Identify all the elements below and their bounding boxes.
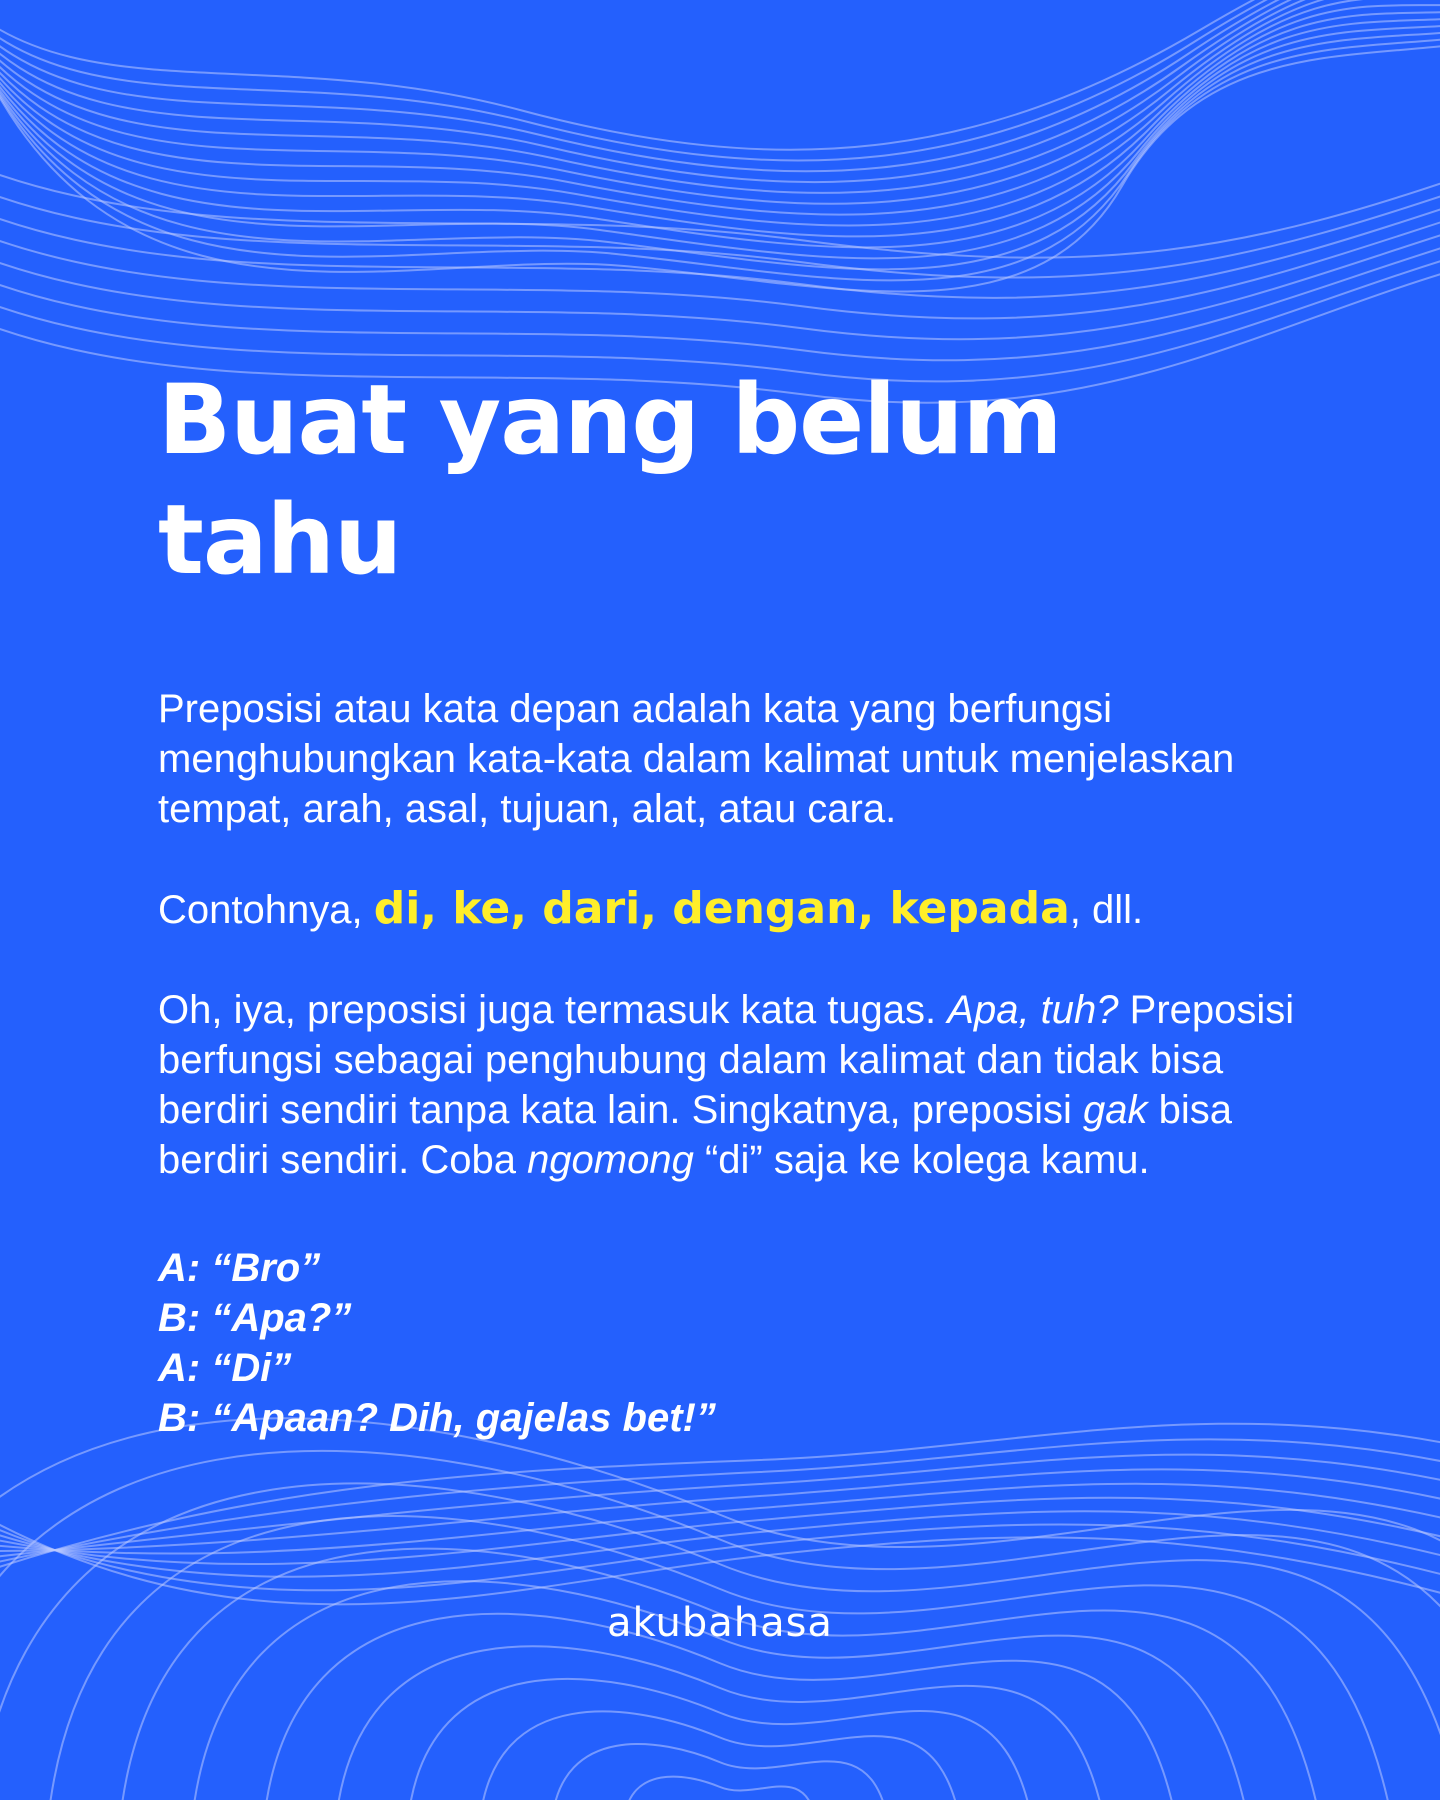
examples-paragraph <box>158 884 1308 935</box>
dialog-line: B: “Apaan? Dih, gajelas bet!” <box>158 1396 716 1440</box>
wave-line <box>336 1646 1104 1800</box>
wave-line <box>48 1516 1392 1800</box>
note-text-2: Preposisi berfungsi sebagai penghubung dalam kalimat dan tidak bisa berdiri sendiri tanpa kata lain. Singkatnya, preposisi <box>158 988 1295 1132</box>
wave-line <box>0 160 1440 258</box>
brand-name: akubahasa <box>607 1600 833 1646</box>
examples-suffix: , dll. <box>1069 888 1144 932</box>
top-wave-lines <box>0 0 1440 403</box>
wave-line <box>0 0 1440 160</box>
page-title: Buat yang belum tahu <box>158 364 1062 596</box>
wave-line <box>624 1777 816 1800</box>
note-italic-ngomong: ngomong <box>527 1138 694 1182</box>
note-text-1: Oh, iya, preposisi juga termasuk kata tugas. <box>158 988 948 1032</box>
dialog-line: B: “Apa?” <box>158 1296 352 1340</box>
note-paragraph <box>158 985 1308 1185</box>
wave-line <box>0 0 1440 150</box>
wave-line <box>0 0 1440 215</box>
dialog-line: A: “Di” <box>158 1346 292 1390</box>
wave-line <box>0 8 1440 236</box>
note-italic-gak: gak <box>1082 1088 1148 1132</box>
examples-prefix: Contohnya, <box>158 888 374 932</box>
wave-line <box>0 0 1440 193</box>
note-text-3: bisa berdiri sendiri. Coba <box>158 1088 1232 1182</box>
dialog-line: A: “Bro” <box>158 1246 321 1290</box>
wave-line <box>0 223 1440 339</box>
dialog-block <box>158 1243 1308 1443</box>
note-italic-apa: Apa, tuh? <box>947 988 1119 1032</box>
wave-line <box>0 2 1440 226</box>
wave-line <box>0 0 1440 171</box>
wave-line <box>0 1498 1440 1564</box>
main-content <box>158 360 1308 1443</box>
wave-line <box>552 1744 888 1800</box>
intro-paragraph: Preposisi atau kata depan adalah kata yang berfungsi menghubungkan kata-kata dalam kalimat untuk menjelaskan tempat, arah, asal, tujuan, alat, atau cara. <box>158 687 1235 831</box>
note-text-4: “di” saja ke kolega kamu. <box>693 1138 1150 1182</box>
wave-line <box>408 1679 1032 1800</box>
wave-line <box>0 0 1440 182</box>
examples-highlight: di, ke, dari, dengan, kepada <box>373 883 1070 934</box>
